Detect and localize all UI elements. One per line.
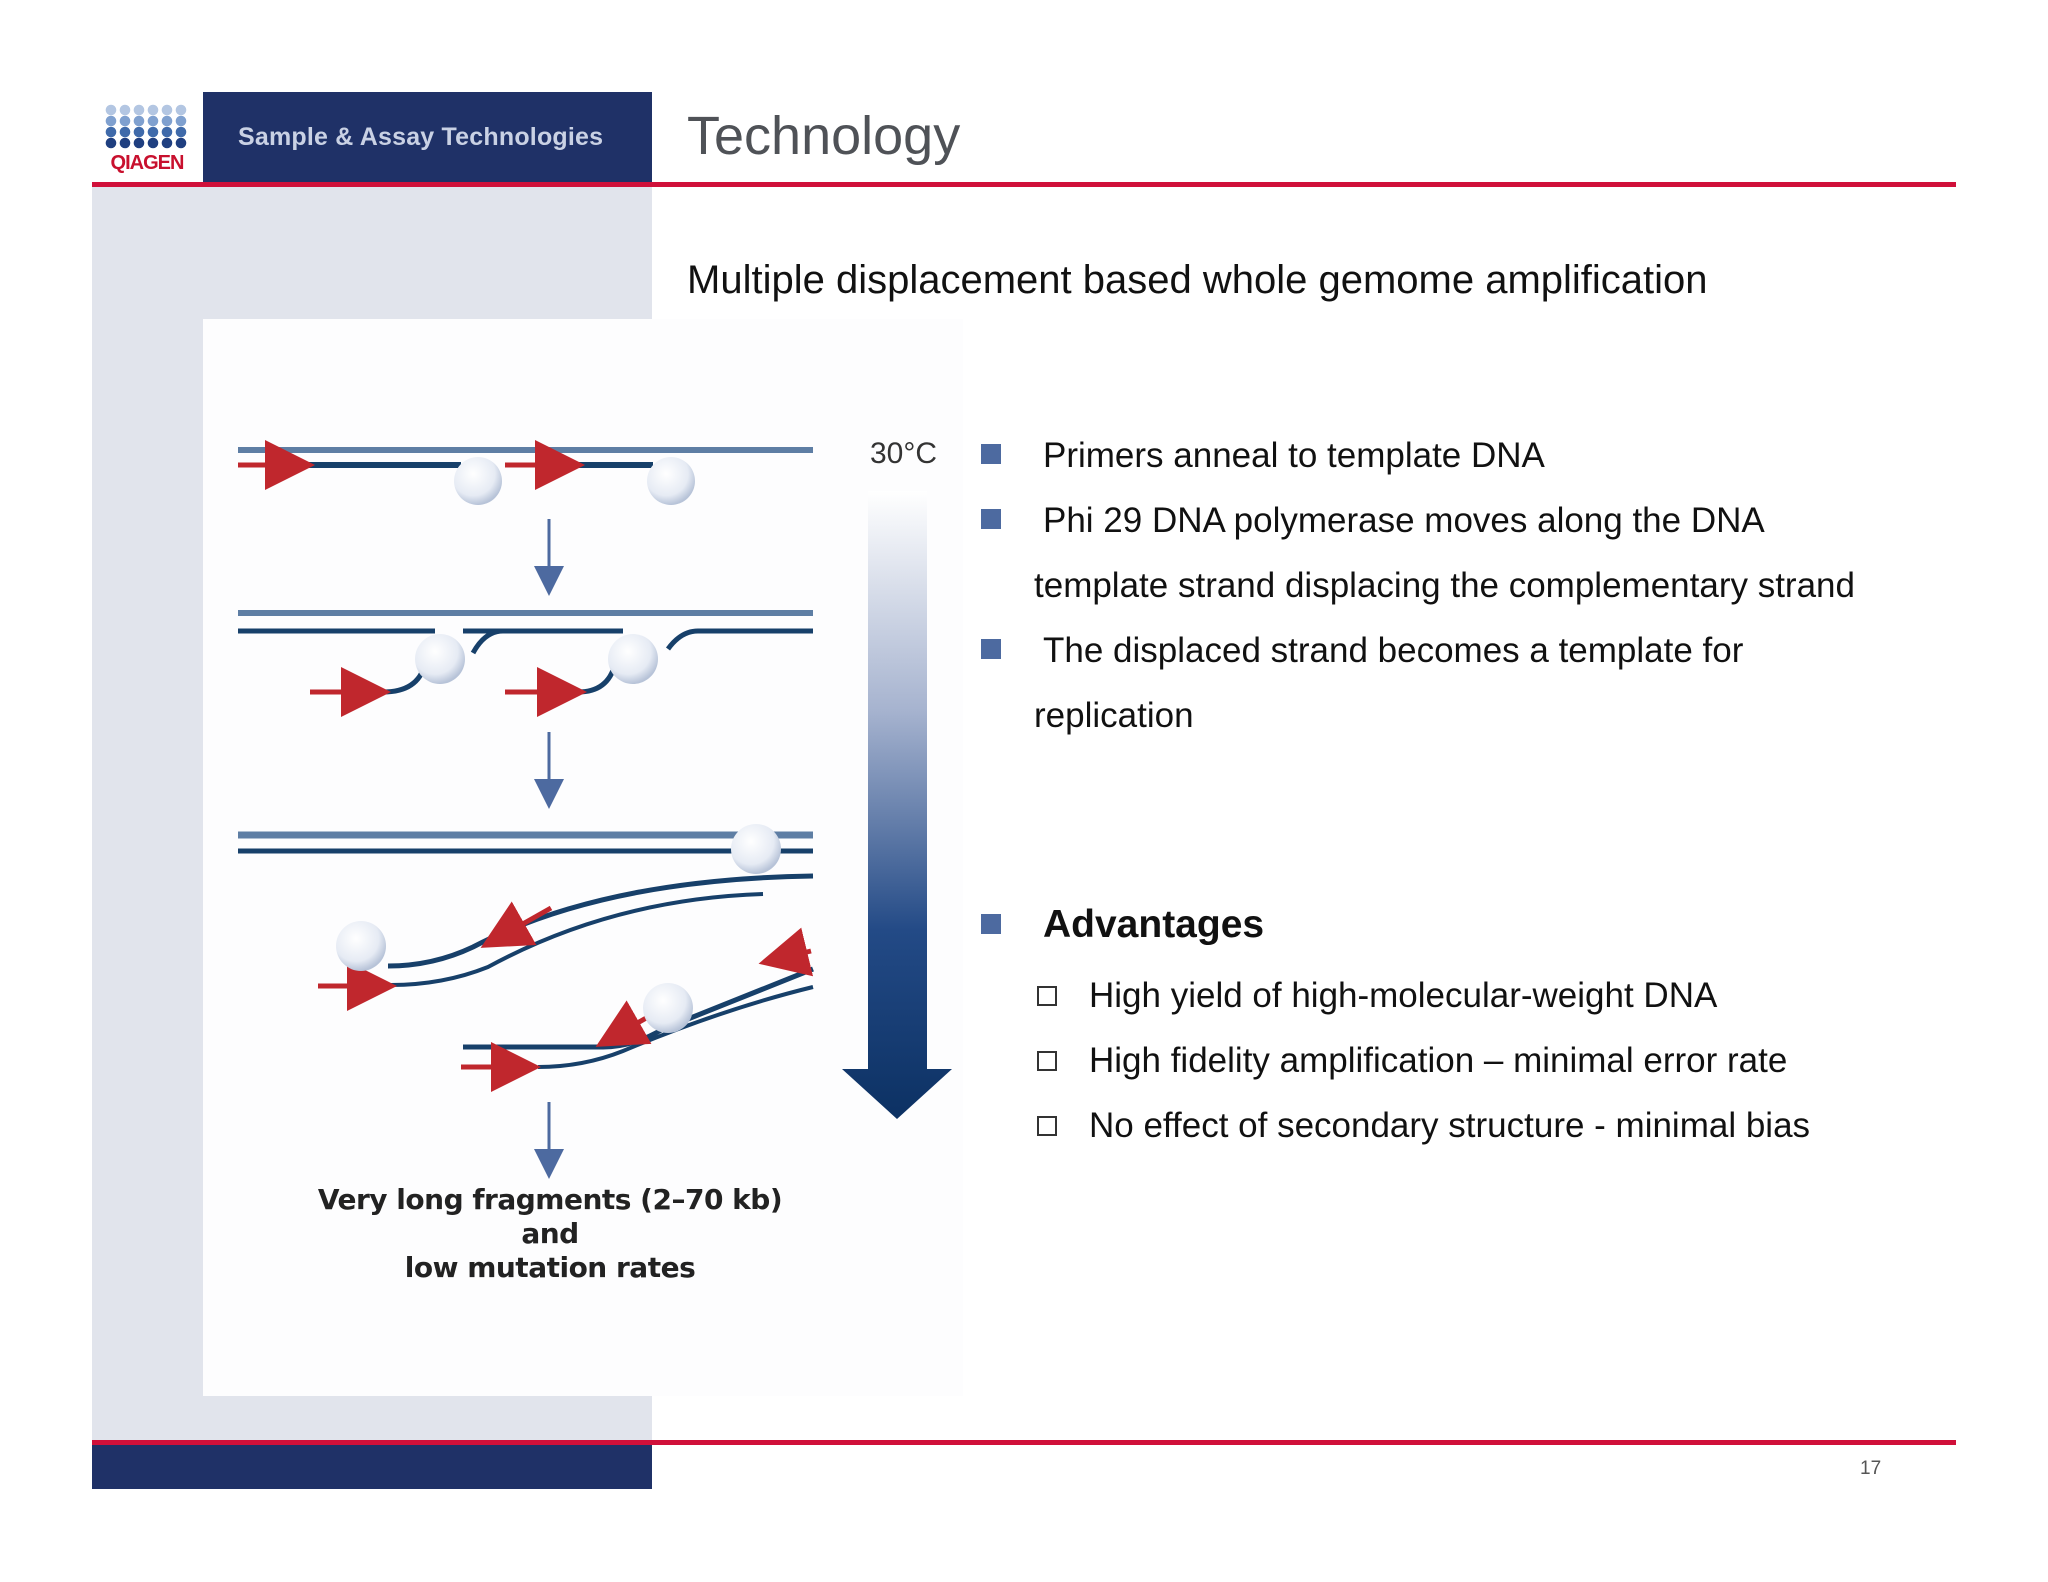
polymerase-ball (608, 634, 658, 684)
caption-line-2: low mutation rates (404, 1251, 696, 1284)
logo-dot (176, 138, 187, 149)
advantage-1: High yield of high-molecular-weight DNA (1089, 976, 1718, 1015)
bullet-3-line-1: The displaced strand becomes a template for (1043, 631, 1744, 670)
logo-dot (162, 116, 173, 127)
logo-dot (148, 138, 159, 149)
qiagen-logo (104, 104, 190, 176)
polymerase-ball (647, 457, 695, 505)
slide-subtitle: Multiple displacement based whole gemome amplification (687, 258, 1708, 302)
logo-dot (148, 116, 159, 127)
logo-dot (134, 116, 145, 127)
bullet-square-icon (981, 444, 1001, 464)
advantage-2: High fidelity amplification – minimal error rate (1089, 1041, 1788, 1080)
stage-2 (238, 613, 813, 692)
logo-dot (134, 127, 145, 138)
page-title: Technology (687, 106, 961, 166)
primer-arrow (498, 908, 551, 938)
advantages-heading: Advantages (1043, 903, 1265, 946)
logo-dot (120, 138, 131, 149)
bullet-3-line-2: replication (1034, 696, 1194, 735)
stage-3 (238, 824, 813, 1067)
logo-dot (134, 138, 145, 149)
logo-dot (176, 105, 187, 116)
diagram-caption (300, 1183, 800, 1285)
logo-dot (176, 116, 187, 127)
logo-dot (106, 127, 117, 138)
checkbox-square-icon (1037, 1116, 1057, 1136)
stage-1 (238, 450, 813, 505)
logo-dot (120, 127, 131, 138)
checkbox-square-icon (1037, 1051, 1057, 1071)
header-band-text: Sample & Assay Technologies (238, 123, 604, 151)
caption-line-1: Very long fragments (2–70 kb) and (317, 1183, 783, 1250)
bullet-square-icon (981, 914, 1001, 934)
bullet-square-icon (981, 639, 1001, 659)
page-number: 17 (1860, 1458, 1882, 1479)
primer-arrow (613, 1017, 648, 1037)
logo-dot (148, 127, 159, 138)
primer-arrow (778, 951, 811, 959)
bullet-1-text: Primers anneal to template DNA (1043, 436, 1545, 475)
polymerase-ball (643, 983, 693, 1033)
logo-dot (162, 105, 173, 116)
logo-dot (176, 127, 187, 138)
logo-dot (106, 138, 117, 149)
logo-dot (106, 105, 117, 116)
bullet-2-line-2: template strand displacing the complementary strand (1034, 566, 1855, 605)
advantage-3: No effect of secondary structure - minimal bias (1089, 1106, 1811, 1145)
logo-dot (162, 138, 173, 149)
temperature-arrow (842, 491, 952, 1119)
logo-dot (134, 105, 145, 116)
checkbox-square-icon (1037, 986, 1057, 1006)
logo-dots-icon (104, 104, 190, 152)
temperature-label: 30°C (870, 437, 938, 470)
polymerase-ball (415, 634, 465, 684)
logo-dot (162, 127, 173, 138)
bullet-2-line-1: Phi 29 DNA polymerase moves along the DNA (1043, 501, 1765, 540)
polymerase-ball (454, 457, 502, 505)
polymerase-ball (731, 824, 781, 874)
bullet-square-icon (981, 509, 1001, 529)
logo-text: QIAGEN (110, 152, 184, 174)
logo-dot (120, 105, 131, 116)
displaced-strand (463, 969, 813, 1047)
logo-dot (106, 116, 117, 127)
footer-band (92, 1445, 652, 1489)
polymerase-ball (336, 921, 386, 971)
logo-dot (148, 105, 159, 116)
logo-dot (120, 116, 131, 127)
top-rule (92, 182, 1956, 187)
